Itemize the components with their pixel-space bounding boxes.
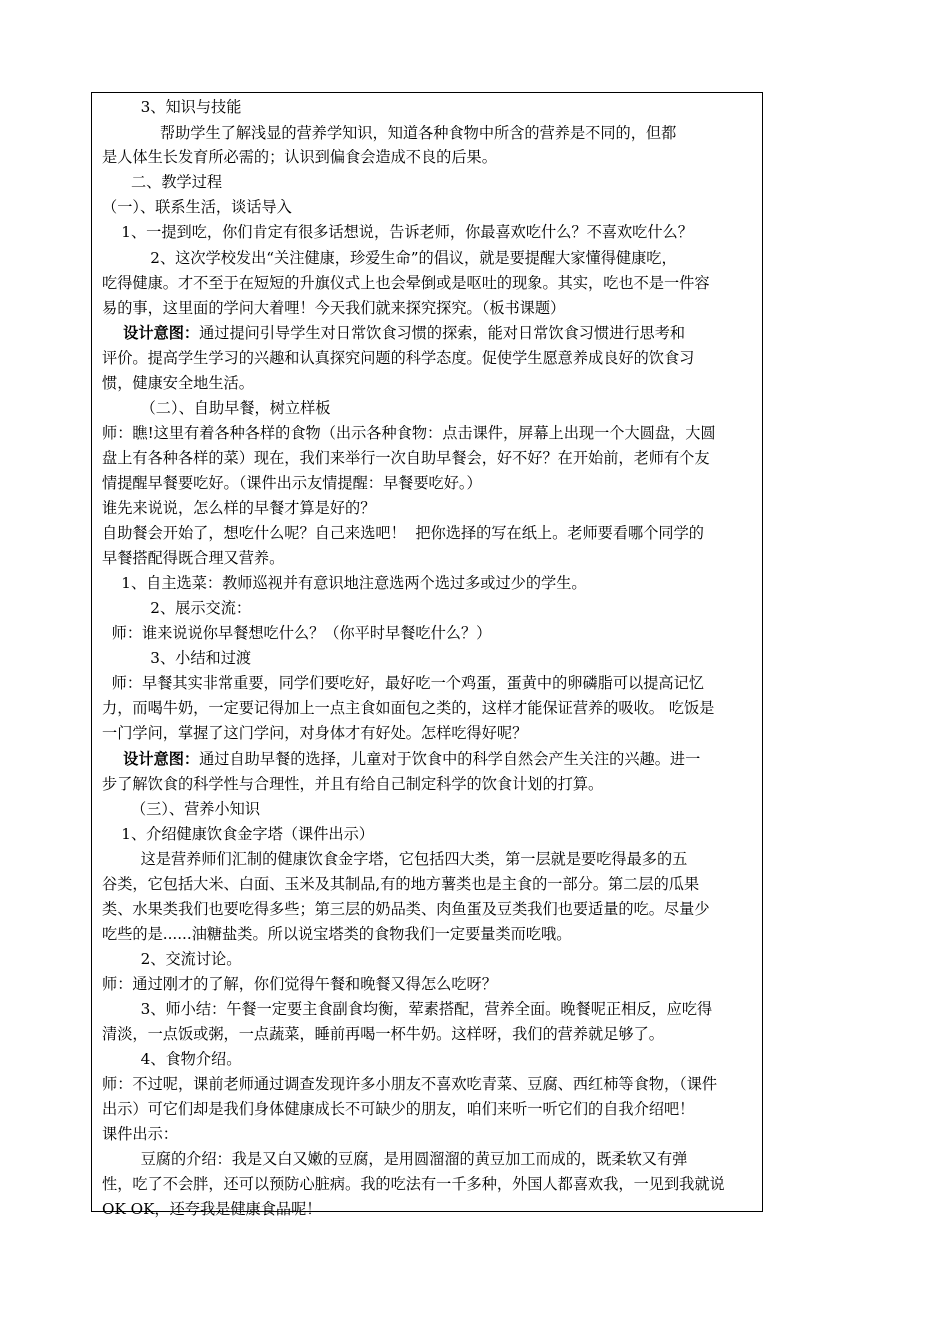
line-text: 2、这次学校发出“关注健康，珍爱生命”的倡议，就是要提醒大家懂得健康吃， (102, 249, 677, 267)
line-text: 师：早餐其实非常重要，同学们要吃好，最好吃一个鸡蛋，蛋黄中的卵磷脂可以提高记忆 (102, 674, 704, 692)
line-text: （一）、联系生活，谈话导入 (102, 198, 292, 216)
text-line (102, 273, 762, 293)
line-text: 4、食物介绍。 (102, 1050, 242, 1068)
line-text: 盘上有各种各样的菜）现在，我们来举行一次自助早餐会，好不好？在开始前，老师有个友 (102, 449, 710, 467)
text-line (102, 573, 762, 593)
text-line (102, 172, 762, 192)
line-text: 惯，健康安全地生活。 (102, 374, 254, 392)
line-text: 出示）可它们却是我们身体健康成长不可缺少的朋友，咱们来听一听它们的自我介绍吧！ (102, 1100, 695, 1118)
text-line (102, 949, 762, 969)
line-text: 清淡，一点饭或粥，一点蔬菜，睡前再喝一杯牛奶。这样呀，我们的营养就足够了。 (102, 1025, 664, 1043)
text-line (102, 824, 762, 844)
text-line (102, 999, 762, 1019)
line-text: 通过提问引导学生对日常饮食习惯的探索，能对日常饮食习惯进行思考和 (199, 324, 686, 342)
text-line (102, 523, 762, 543)
text-line (102, 1049, 762, 1069)
line-text: 类、水果类我们也要吃得多些；第三层的奶品类、肉鱼蛋及豆类我们也要适量的吃。尽量少 (102, 900, 710, 918)
line-text: 师：通过刚才的了解，你们觉得午餐和晚餐又得怎么吃呀？ (102, 975, 497, 993)
text-line (102, 398, 762, 418)
text-line (102, 623, 762, 643)
line-text: （二）、自助早餐，树立样板 (102, 399, 331, 417)
text-line (102, 1199, 762, 1219)
line-text: 谷类，它包括大米、白面、玉米及其制品,有的地方薯类也是主食的一部分。第二层的瓜果 (102, 875, 700, 893)
line-text: 3、知识与技能 (102, 98, 242, 116)
text-line (102, 849, 762, 869)
line-text: 评价。提高学生学习的兴趣和认真探究问题的科学态度。促使学生愿意养成良好的饮食习 (102, 349, 695, 367)
line-text: 早餐搭配得既合理又营养。 (102, 549, 285, 567)
line-text: 1、介绍健康饮食金字塔（课件出示） (102, 825, 374, 843)
line-text: 力，而喝牛奶，一定要记得加上一点主食如面包之类的，这样才能保证营养的吸收。 吃饭是 (102, 699, 715, 717)
text-line (102, 1099, 762, 1119)
text-line (102, 598, 762, 618)
line-text: 二、教学过程 (102, 173, 223, 191)
text-line (102, 799, 762, 819)
line-text: 谁先来说说，怎么样的早餐才算是好的？ (102, 499, 376, 517)
line-text: 一门学问，掌握了这门学问，对身体才有好处。怎样吃得好呢？ (102, 724, 528, 742)
line-text: OK OK，还夸我是健康食品呢！ (102, 1200, 322, 1218)
text-line (102, 147, 762, 167)
line-text: 性，吃了不会胖，还可以预防心脏病。我的吃法有一千多种，外国人都喜欢我，一见到我就说 (102, 1175, 725, 1193)
line-text: 1、自主选菜：教师巡视并有意识地注意选两个选过多或过少的学生。 (102, 574, 587, 592)
text-line (102, 423, 762, 443)
line-text: 2、展示交流： (102, 599, 252, 617)
text-line (102, 323, 762, 343)
line-text: 师：不过呢，课前老师通过调查发现许多小朋友不喜欢吃青菜、豆腐、西红柿等食物，（课件 (102, 1075, 718, 1093)
text-line (102, 673, 762, 693)
line-text: 师：谁来说说你早餐想吃什么？（你平时早餐吃什么？） (102, 624, 492, 642)
text-line (102, 248, 762, 268)
line-text: 1、一提到吃，你们肯定有很多话想说，告诉老师，你最喜欢吃什么？不喜欢吃什么？ (102, 223, 693, 241)
text-line (102, 222, 762, 242)
text-line (102, 924, 762, 944)
text-line (102, 774, 762, 794)
design-intent-label: 设计意图： (102, 750, 200, 768)
line-text: 课件出示： (102, 1125, 178, 1143)
text-line (102, 197, 762, 217)
text-line (102, 1024, 762, 1044)
text-line (102, 899, 762, 919)
text-line (102, 473, 762, 493)
text-line (102, 1074, 762, 1094)
line-text: 步了解饮食的科学性与合理性，并且有给自己制定科学的饮食计划的打算。 (102, 775, 604, 793)
text-line (102, 874, 762, 894)
line-text: 是人体生长发育所必需的；认识到偏食会造成不良的后果。 (102, 148, 497, 166)
line-text: 情提醒早餐要吃好。（课件出示友情提醒：早餐要吃好。） (102, 474, 482, 492)
text-line (102, 373, 762, 393)
text-line (102, 548, 762, 568)
line-text: 这是营养师们汇制的健康饮食金字塔，它包括四大类，第一层就是要吃得最多的五 (102, 850, 688, 868)
text-line (102, 974, 762, 994)
line-text: 豆腐的介绍：我是又白又嫩的豆腐，是用圆溜溜的黄豆加工而成的，既柔软又有弹 (102, 1150, 688, 1168)
line-text: 吃些的是......油糖盐类。所以说宝塔类的食物我们一定要量类而吃哦。 (102, 925, 572, 943)
line-text: 3、师小结：午餐一定要主食副食均衡，荤素搭配，营养全面。晚餐呢正相反，应吃得 (102, 1000, 713, 1018)
text-line (102, 698, 762, 718)
line-text: 易的事，这里面的学问大着哩！今天我们就来探究探究。（板书课题） (102, 299, 566, 317)
line-text: 3、小结和过渡 (102, 649, 252, 667)
line-text: 吃得健康。才不至于在短短的升旗仪式上也会晕倒或是呕吐的现象。其实，吃也不是一件容 (102, 274, 710, 292)
text-line (102, 348, 762, 368)
text-line (102, 498, 762, 518)
text-line (102, 97, 762, 117)
text-line (102, 749, 762, 769)
text-line (102, 648, 762, 668)
line-text: 帮助学生了解浅显的营养学知识，知道各种食物中所含的营养是不同的，但都 (102, 124, 677, 142)
text-line (102, 723, 762, 743)
text-line (102, 1149, 762, 1169)
design-intent-label: 设计意图： (102, 324, 200, 342)
line-text: 师：瞧!这里有着各种各样的食物（出示各种食物：点击课件，屏幕上出现一个大圆盘，大圆 (102, 424, 716, 442)
text-line (102, 123, 762, 143)
line-text: 2、交流讨论。 (102, 950, 242, 968)
line-text: （三）、营养小知识 (102, 800, 261, 818)
text-line (102, 1174, 762, 1194)
line-text: 通过自助早餐的选择，儿童对于饮食中的科学自然会产生关注的兴趣。进一 (199, 750, 701, 768)
line-text: 自助餐会开始了，想吃什么呢？自己来选吧！ 把你选择的写在纸上。老师要看哪个同学的 (102, 524, 704, 542)
text-line (102, 298, 762, 318)
text-line (102, 448, 762, 468)
text-line (102, 1124, 762, 1144)
